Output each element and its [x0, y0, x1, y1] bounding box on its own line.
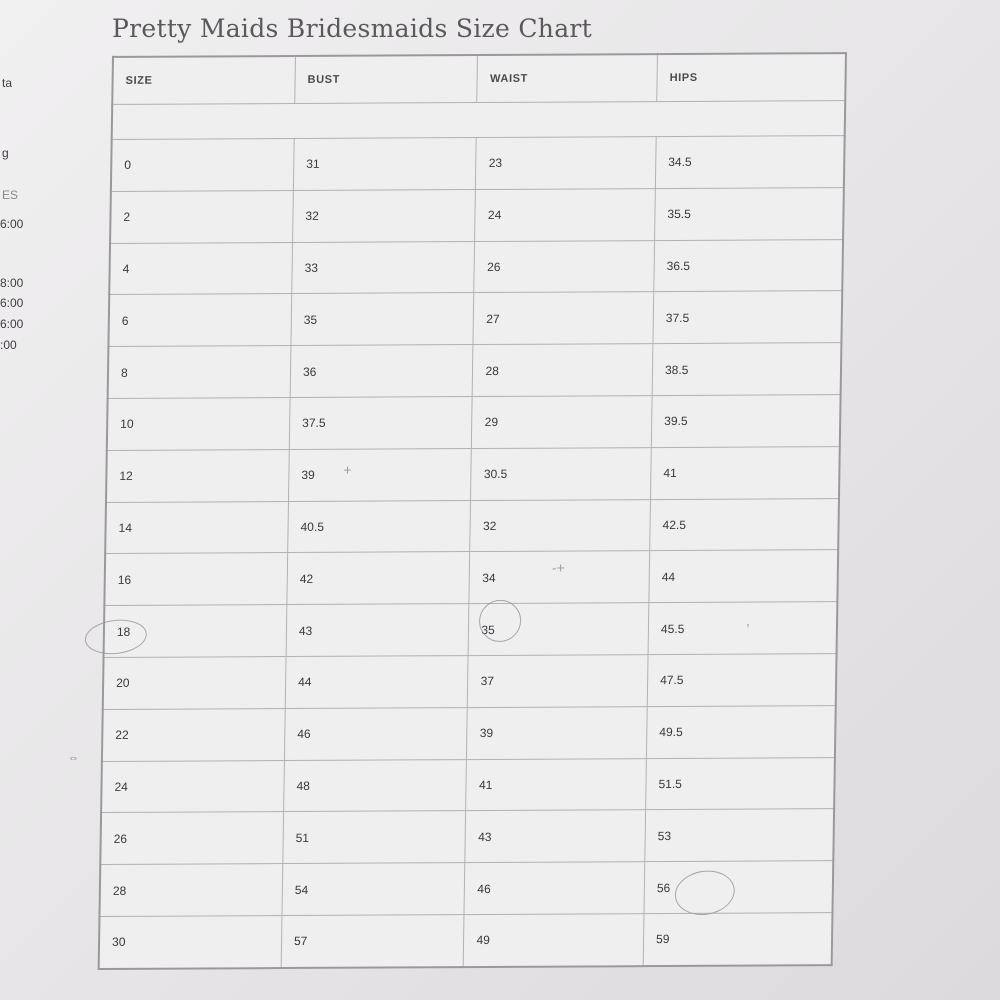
cell-size: 20: [103, 656, 286, 709]
cell-size: 26: [100, 812, 283, 865]
table-row: [101, 757, 835, 813]
table-row: [108, 291, 842, 347]
cell-size: 24: [101, 760, 284, 813]
cell-size: 6: [108, 294, 291, 347]
cell-bust: 40.5: [288, 500, 471, 553]
side-fragment: ta: [2, 76, 13, 90]
side-fragment: 6:00: [0, 296, 24, 310]
table-row: [108, 343, 842, 399]
cell-size: 18: [104, 605, 287, 658]
cell-bust: 42: [287, 552, 470, 605]
cell-waist: 29: [472, 396, 652, 449]
cell-size: 10: [107, 397, 290, 450]
cell-hips: 35.5: [655, 187, 844, 240]
cell-hips: 51.5: [646, 757, 835, 810]
cell-bust: 37.5: [289, 397, 472, 450]
cell-waist: 46: [464, 862, 644, 915]
cell-bust: 32: [293, 189, 476, 242]
size-chart-wrapper: [85, 52, 890, 986]
cell-waist: 34: [469, 551, 649, 604]
cell-size: 2: [110, 190, 293, 243]
cell-waist: 23: [476, 137, 656, 190]
cell-waist: 27: [473, 292, 653, 345]
cell-waist: 35: [469, 603, 649, 656]
cell-bust: 36: [290, 345, 473, 398]
table-row: [102, 705, 836, 761]
cell-waist: 28: [473, 344, 653, 397]
document-title: Pretty Maids Bridesmaids Size Chart: [112, 14, 593, 43]
cell-hips: 34.5: [655, 136, 844, 189]
cell-waist: 39: [467, 706, 647, 759]
cell-bust: 48: [284, 759, 467, 812]
side-fragment: g: [2, 146, 9, 160]
blank-row: [112, 101, 846, 140]
column-header-size: SIZE: [112, 56, 295, 104]
table-row: [109, 239, 843, 295]
cell-hips: 36.5: [654, 239, 843, 292]
cell-size: 4: [109, 242, 292, 295]
side-fragment: 6:00: [0, 217, 24, 231]
cell-bust: 39: [288, 448, 471, 501]
cell-hips: 42.5: [650, 498, 839, 551]
cell-waist: 37: [468, 655, 648, 708]
cell-size: 8: [108, 346, 291, 399]
cell-hips: 59: [643, 913, 832, 966]
cell-waist: 26: [474, 240, 654, 293]
cell-hips: 47.5: [647, 654, 836, 707]
cell-size: 16: [104, 553, 287, 606]
table-row: [106, 446, 840, 502]
cell-size: 14: [105, 501, 288, 554]
cell-hips: 38.5: [652, 343, 841, 396]
side-fragment: ES: [2, 188, 19, 202]
column-header-hips: HIPS: [657, 53, 846, 101]
pen-mark: ,: [745, 612, 751, 629]
column-header-bust: BUST: [295, 55, 478, 103]
size-chart-table: [98, 52, 847, 970]
cut-off-left-text: [0, 0, 79, 764]
cell-size: 0: [111, 138, 294, 191]
cell-size: 30: [99, 916, 282, 969]
table-row: [107, 395, 841, 451]
table-row: [103, 654, 837, 710]
cell-bust: 46: [284, 707, 467, 760]
table-row: [104, 550, 838, 606]
cell-hips: 39.5: [651, 395, 840, 448]
table-row: [111, 136, 845, 192]
cell-bust: 57: [281, 915, 464, 968]
table-row: [99, 913, 833, 969]
cell-bust: 43: [286, 604, 469, 657]
cell-bust: 31: [293, 138, 476, 191]
side-fragment: 8:00: [0, 276, 24, 290]
cell-hips: 37.5: [653, 291, 842, 344]
side-fragment: 6:00: [0, 317, 24, 331]
cell-bust: 35: [291, 293, 474, 346]
cell-hips: 56: [644, 861, 833, 914]
blank-cell: [112, 101, 846, 140]
cell-bust: 44: [285, 656, 468, 709]
cell-waist: 41: [466, 758, 646, 811]
cell-hips: 44: [649, 550, 838, 603]
cell-bust: 33: [292, 241, 475, 294]
header-row: [112, 53, 846, 104]
cell-bust: 54: [282, 863, 465, 916]
pen-mark: -+: [551, 559, 565, 576]
cell-waist: 24: [475, 188, 655, 241]
cell-size: 22: [102, 708, 285, 761]
table-row: [104, 602, 838, 658]
cell-hips: 45.5: [648, 602, 837, 655]
side-fragment: :00: [0, 338, 17, 352]
pen-mark: +: [343, 461, 352, 478]
table-row: [110, 187, 844, 243]
cell-hips: 53: [645, 809, 834, 862]
side-fragment: ⇔: [68, 752, 79, 764]
cell-hips: 41: [651, 446, 840, 499]
table-row: [105, 498, 839, 554]
cell-hips: 49.5: [646, 705, 835, 758]
cell-bust: 51: [283, 811, 466, 864]
cell-waist: 32: [470, 499, 650, 552]
cell-waist: 30.5: [471, 447, 651, 500]
column-header-waist: WAIST: [477, 54, 657, 102]
table-row: [100, 809, 834, 865]
cell-size: 28: [99, 864, 282, 917]
cell-waist: 49: [464, 914, 644, 967]
cell-waist: 43: [465, 810, 645, 863]
cell-size: 12: [106, 449, 289, 502]
